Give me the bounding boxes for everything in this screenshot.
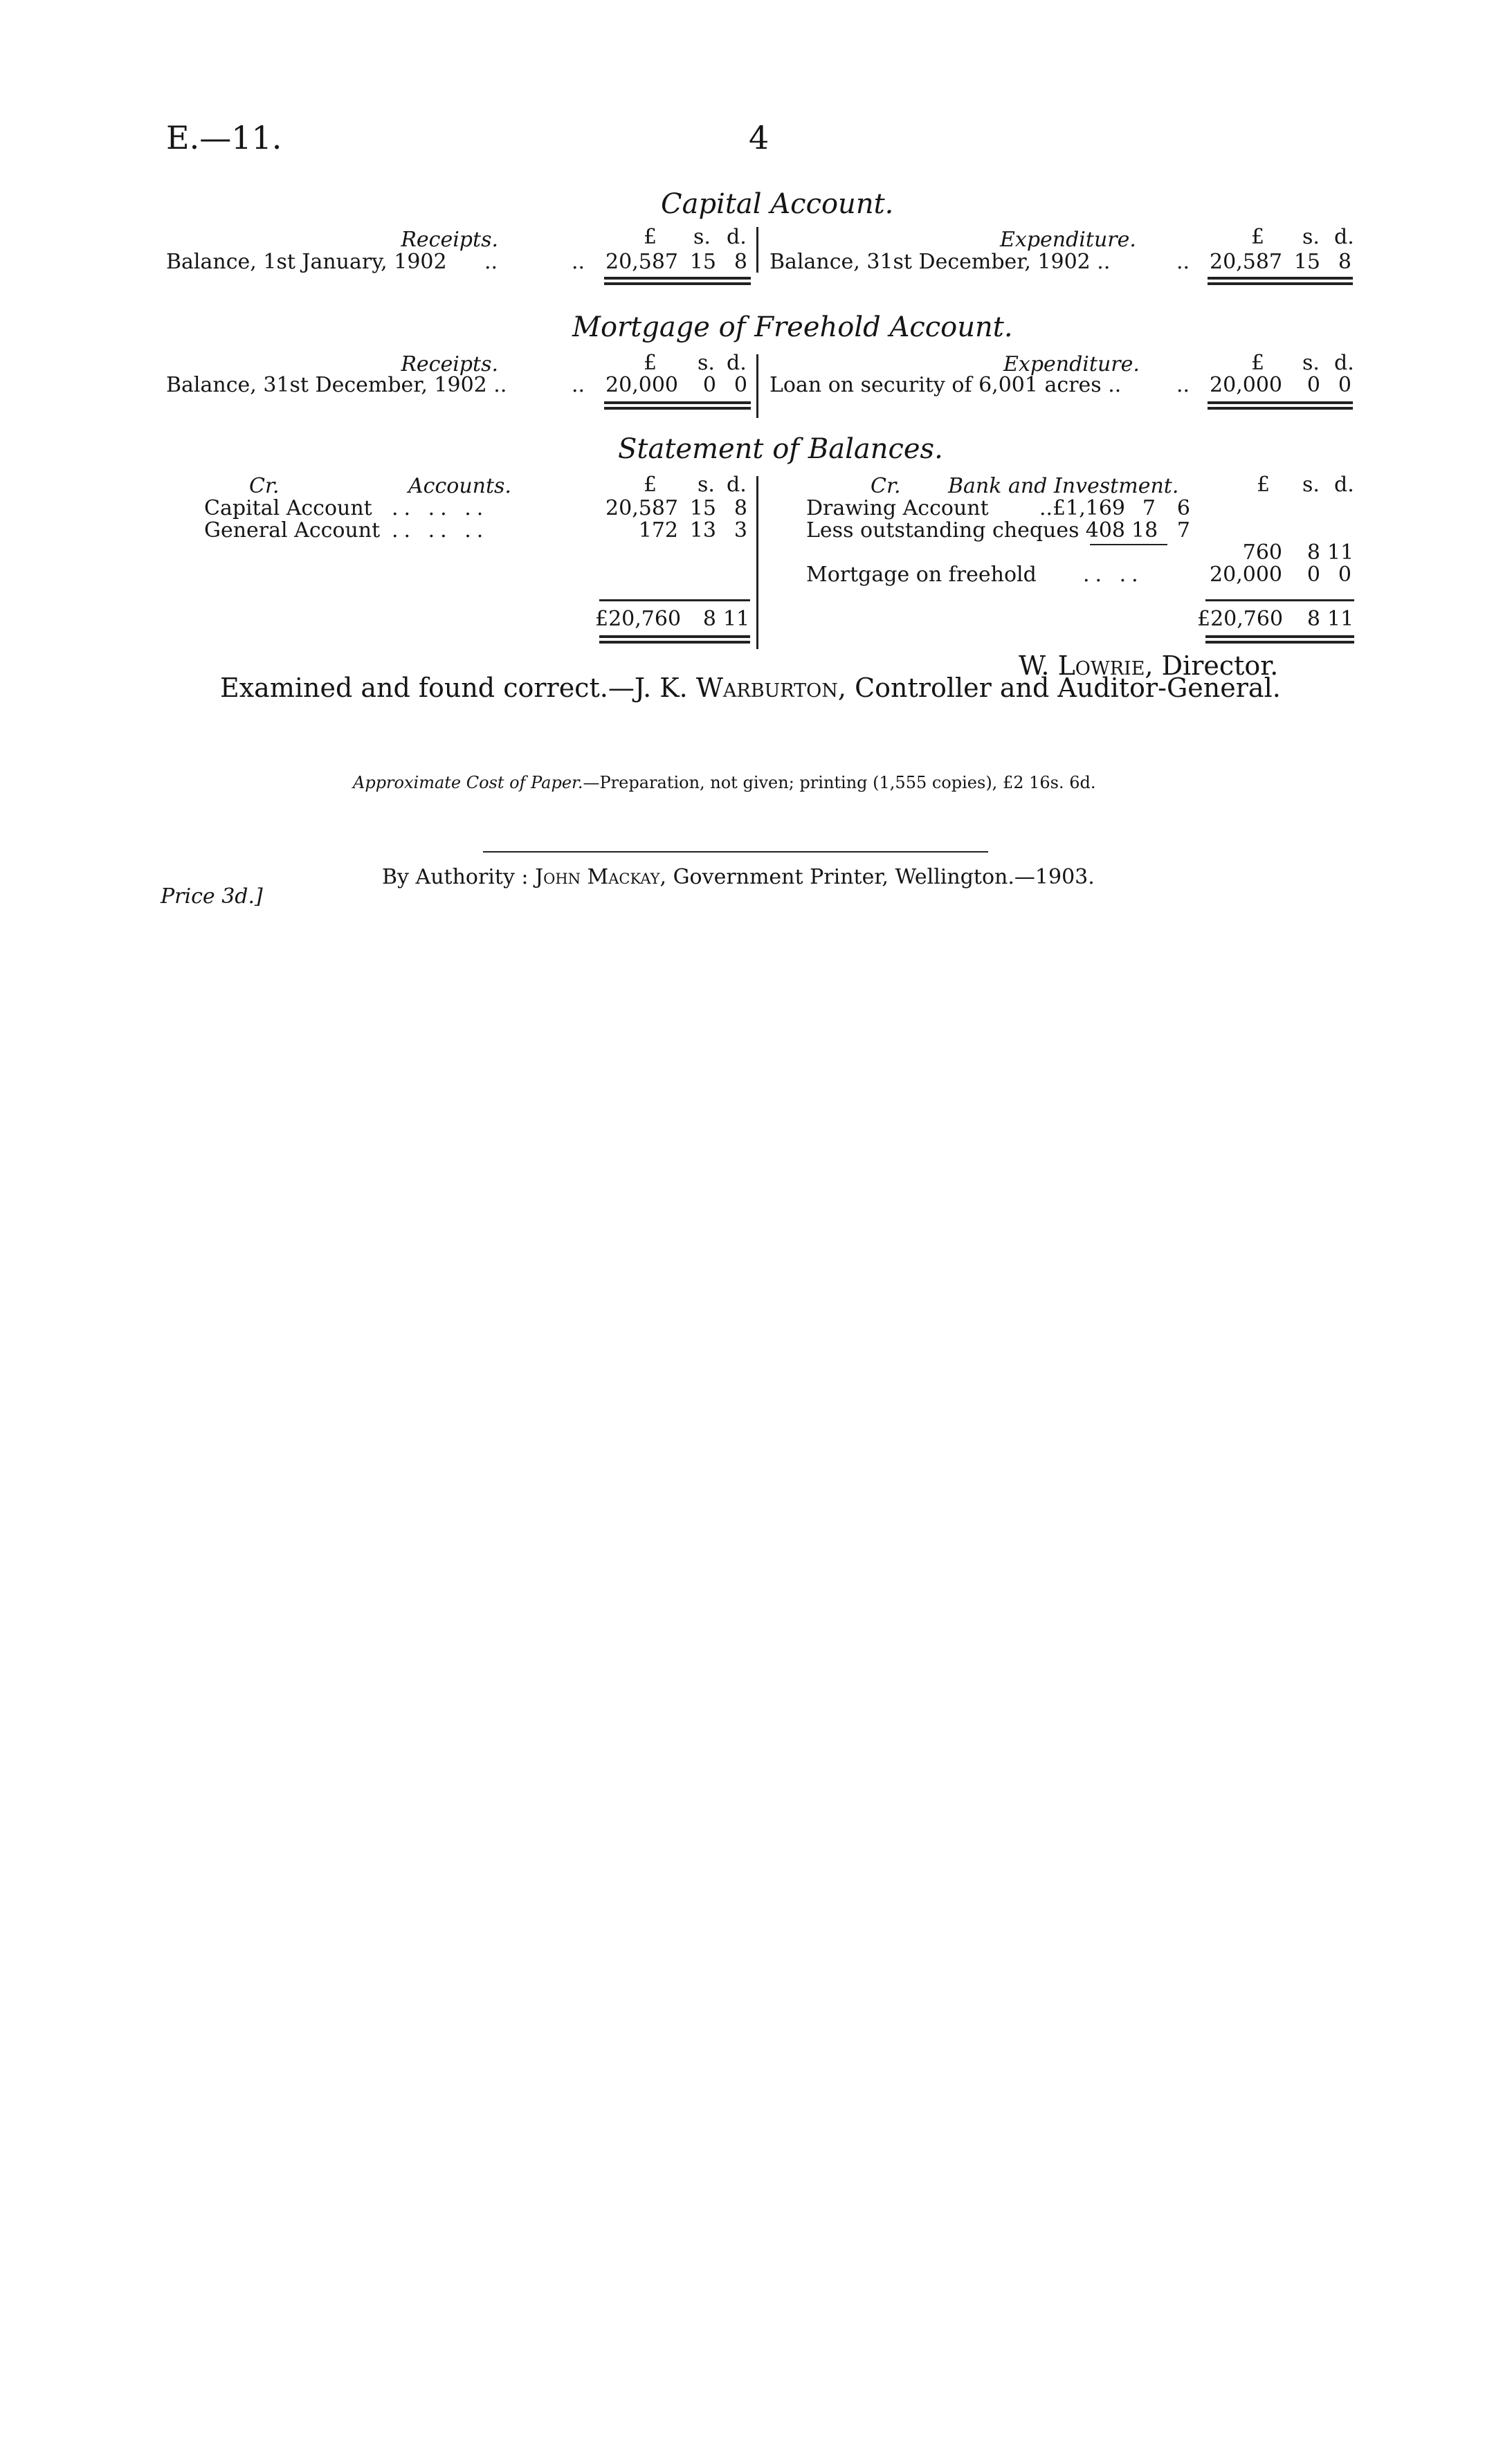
capital-receipt-leader-2: .. bbox=[572, 250, 585, 274]
capital-receipts-heading: Receipts. bbox=[401, 228, 498, 252]
statement-right-cr: Cr. bbox=[871, 474, 901, 498]
statement-right-sum-rule bbox=[1205, 599, 1354, 601]
statement-capital-pounds: 20,587 bbox=[605, 496, 678, 520]
statement-right-total-pounds: £20,760 bbox=[1197, 607, 1284, 631]
statement-bank-heading: Bank and Investment. bbox=[948, 474, 1179, 498]
statement-capital-leaders: .. .. .. bbox=[392, 496, 489, 520]
mortgage-freehold-leaders: .. .. bbox=[1083, 563, 1144, 587]
mortgage-account-title: Mortgage of Freehold Account. bbox=[572, 311, 1013, 343]
statement-accounts-heading: Accounts. bbox=[408, 474, 511, 498]
capital-expenditure-shillings: 15 bbox=[1293, 250, 1320, 274]
capital-col-pound: £ bbox=[644, 225, 657, 249]
statement-general-leaders: .. .. .. bbox=[392, 518, 489, 543]
drawing-account-shillings: 7 bbox=[1142, 496, 1156, 520]
mortgage-receipt-pounds: 20,000 bbox=[605, 373, 678, 397]
drawing-account-amount: ..£1,169 bbox=[1039, 496, 1125, 520]
statement-col-d: d. bbox=[727, 473, 747, 497]
director-name: W. Lowrie, bbox=[1019, 650, 1154, 681]
mortgage-expenditure-label: Loan on security of 6,001 acres .. bbox=[769, 373, 1122, 397]
statement-right-col-s: s. bbox=[1302, 473, 1320, 497]
imprint-rule bbox=[483, 851, 988, 853]
capital-exp-col-d: d. bbox=[1334, 225, 1354, 249]
mortgage-expenditure-pounds: 20,000 bbox=[1210, 373, 1282, 397]
statement-capital-shillings: 15 bbox=[689, 496, 716, 520]
mortgage-freehold-pence: 0 bbox=[1338, 563, 1351, 587]
cost-text: —Preparation, not given; printing (1,555 copies), £2 16s. 6d. bbox=[583, 773, 1096, 792]
capital-receipt-shillings: 15 bbox=[689, 250, 716, 274]
capital-receipt-pence: 8 bbox=[734, 250, 747, 274]
statement-capital-label: Capital Account bbox=[204, 496, 372, 520]
price: Price 3d.] bbox=[161, 884, 263, 909]
statement-right-col-d: d. bbox=[1334, 473, 1354, 497]
outstanding-cheques-shillings: 18 bbox=[1131, 518, 1158, 543]
printer-name: John Mackay bbox=[535, 865, 660, 889]
statement-general-pounds: 172 bbox=[638, 518, 678, 543]
statement-right-col-pound: £ bbox=[1257, 473, 1270, 497]
net-balance-pence: 11 bbox=[1327, 540, 1354, 565]
statement-general-pence: 3 bbox=[734, 518, 747, 543]
examined-suffix: , Controller and Auditor-General. bbox=[837, 673, 1281, 703]
capital-account-title: Capital Account. bbox=[661, 188, 894, 220]
net-balance-pounds: 760 bbox=[1242, 540, 1282, 565]
capital-receipt-total-rule bbox=[604, 277, 751, 285]
mortgage-col-d: d. bbox=[727, 351, 747, 375]
page-number: 4 bbox=[749, 119, 769, 156]
mortgage-account-divider bbox=[756, 354, 758, 418]
mortgage-receipt-label: Balance, 31st December, 1902 .. bbox=[166, 373, 507, 397]
mortgage-expenditure-pence: 0 bbox=[1338, 373, 1351, 397]
statement-left-sum-rule bbox=[599, 599, 750, 601]
statement-left-total-pounds: £20,760 bbox=[595, 607, 682, 631]
capital-receipt-pounds: 20,587 bbox=[605, 250, 678, 274]
mortgage-freehold-pounds: 20,000 bbox=[1210, 563, 1282, 587]
mortgage-expenditure-heading: Expenditure. bbox=[1003, 352, 1140, 376]
capital-col-d: d. bbox=[727, 225, 747, 249]
outstanding-cheques-amount: 408 bbox=[1085, 518, 1125, 543]
report-reference: E.—11. bbox=[166, 119, 282, 156]
capital-expenditure-leader: .. bbox=[1176, 250, 1190, 274]
statement-right-total-shillings: 8 bbox=[1306, 607, 1320, 631]
capital-account-divider bbox=[756, 227, 758, 273]
outstanding-cheques-pence: 7 bbox=[1176, 518, 1190, 543]
imprint bbox=[382, 865, 1095, 889]
capital-exp-col-s: s. bbox=[1302, 225, 1320, 249]
mortgage-exp-col-d: d. bbox=[1334, 351, 1354, 375]
net-balance-rule bbox=[1090, 544, 1167, 545]
capital-col-s: s. bbox=[693, 225, 711, 249]
statement-left-total-rule bbox=[599, 635, 750, 644]
drawing-account-pence: 6 bbox=[1176, 496, 1190, 520]
cost-of-paper bbox=[353, 773, 1095, 792]
mortgage-receipt-total-rule bbox=[604, 401, 751, 410]
mortgage-expenditure-leader: .. bbox=[1176, 373, 1190, 397]
examined-statement bbox=[220, 673, 1281, 703]
capital-receipt-label: Balance, 1st January, 1902 bbox=[166, 250, 447, 274]
capital-receipt-leader: .. bbox=[484, 250, 498, 274]
statement-left-total-shillings: 8 bbox=[702, 607, 716, 631]
capital-expenditure-pounds: 20,587 bbox=[1210, 250, 1282, 274]
mortgage-expenditure-total-rule bbox=[1208, 401, 1353, 410]
cost-label: Approximate Cost of Paper. bbox=[353, 773, 583, 792]
statement-left-cr: Cr. bbox=[249, 474, 280, 498]
outstanding-cheques-label: Less outstanding cheques bbox=[806, 518, 1080, 543]
statement-right-total-pence: 11 bbox=[1327, 607, 1354, 631]
mortgage-receipt-leader: .. bbox=[572, 373, 585, 397]
mortgage-exp-col-pound: £ bbox=[1251, 351, 1265, 375]
director-title: Director. bbox=[1161, 650, 1279, 681]
mortgage-receipt-shillings: 0 bbox=[702, 373, 716, 397]
statement-general-shillings: 13 bbox=[689, 518, 716, 543]
statement-col-pound: £ bbox=[644, 473, 657, 497]
statement-capital-pence: 8 bbox=[734, 496, 747, 520]
statement-right-total-rule bbox=[1205, 635, 1354, 644]
auditor-name: Warburton bbox=[695, 673, 838, 703]
capital-exp-col-pound: £ bbox=[1251, 225, 1265, 249]
mortgage-exp-col-s: s. bbox=[1302, 351, 1320, 375]
mortgage-receipt-pence: 0 bbox=[734, 373, 747, 397]
statement-col-s: s. bbox=[698, 473, 715, 497]
mortgage-col-pound: £ bbox=[644, 351, 657, 375]
capital-expenditure-total-rule bbox=[1208, 277, 1353, 285]
mortgage-freehold-label: Mortgage on freehold bbox=[806, 563, 1037, 587]
capital-expenditure-pence: 8 bbox=[1338, 250, 1351, 274]
mortgage-col-s: s. bbox=[698, 351, 715, 375]
mortgage-expenditure-shillings: 0 bbox=[1306, 373, 1320, 397]
imprint-prefix: By Authority : bbox=[382, 865, 536, 889]
statement-divider bbox=[756, 476, 758, 649]
drawing-account-label: Drawing Account bbox=[806, 496, 989, 520]
examined-prefix: Examined and found correct.—J. K. bbox=[220, 673, 696, 703]
imprint-suffix: , Government Printer, Wellington.—1903. bbox=[659, 865, 1095, 889]
capital-expenditure-heading: Expenditure. bbox=[1000, 228, 1136, 252]
mortgage-freehold-shillings: 0 bbox=[1306, 563, 1320, 587]
mortgage-receipts-heading: Receipts. bbox=[401, 352, 498, 376]
statement-left-total-pence: 11 bbox=[723, 607, 750, 631]
capital-expenditure-label: Balance, 31st December, 1902 .. bbox=[769, 250, 1111, 274]
net-balance-shillings: 8 bbox=[1306, 540, 1320, 565]
statement-title: Statement of Balances. bbox=[618, 433, 943, 465]
statement-general-label: General Account bbox=[204, 518, 381, 543]
